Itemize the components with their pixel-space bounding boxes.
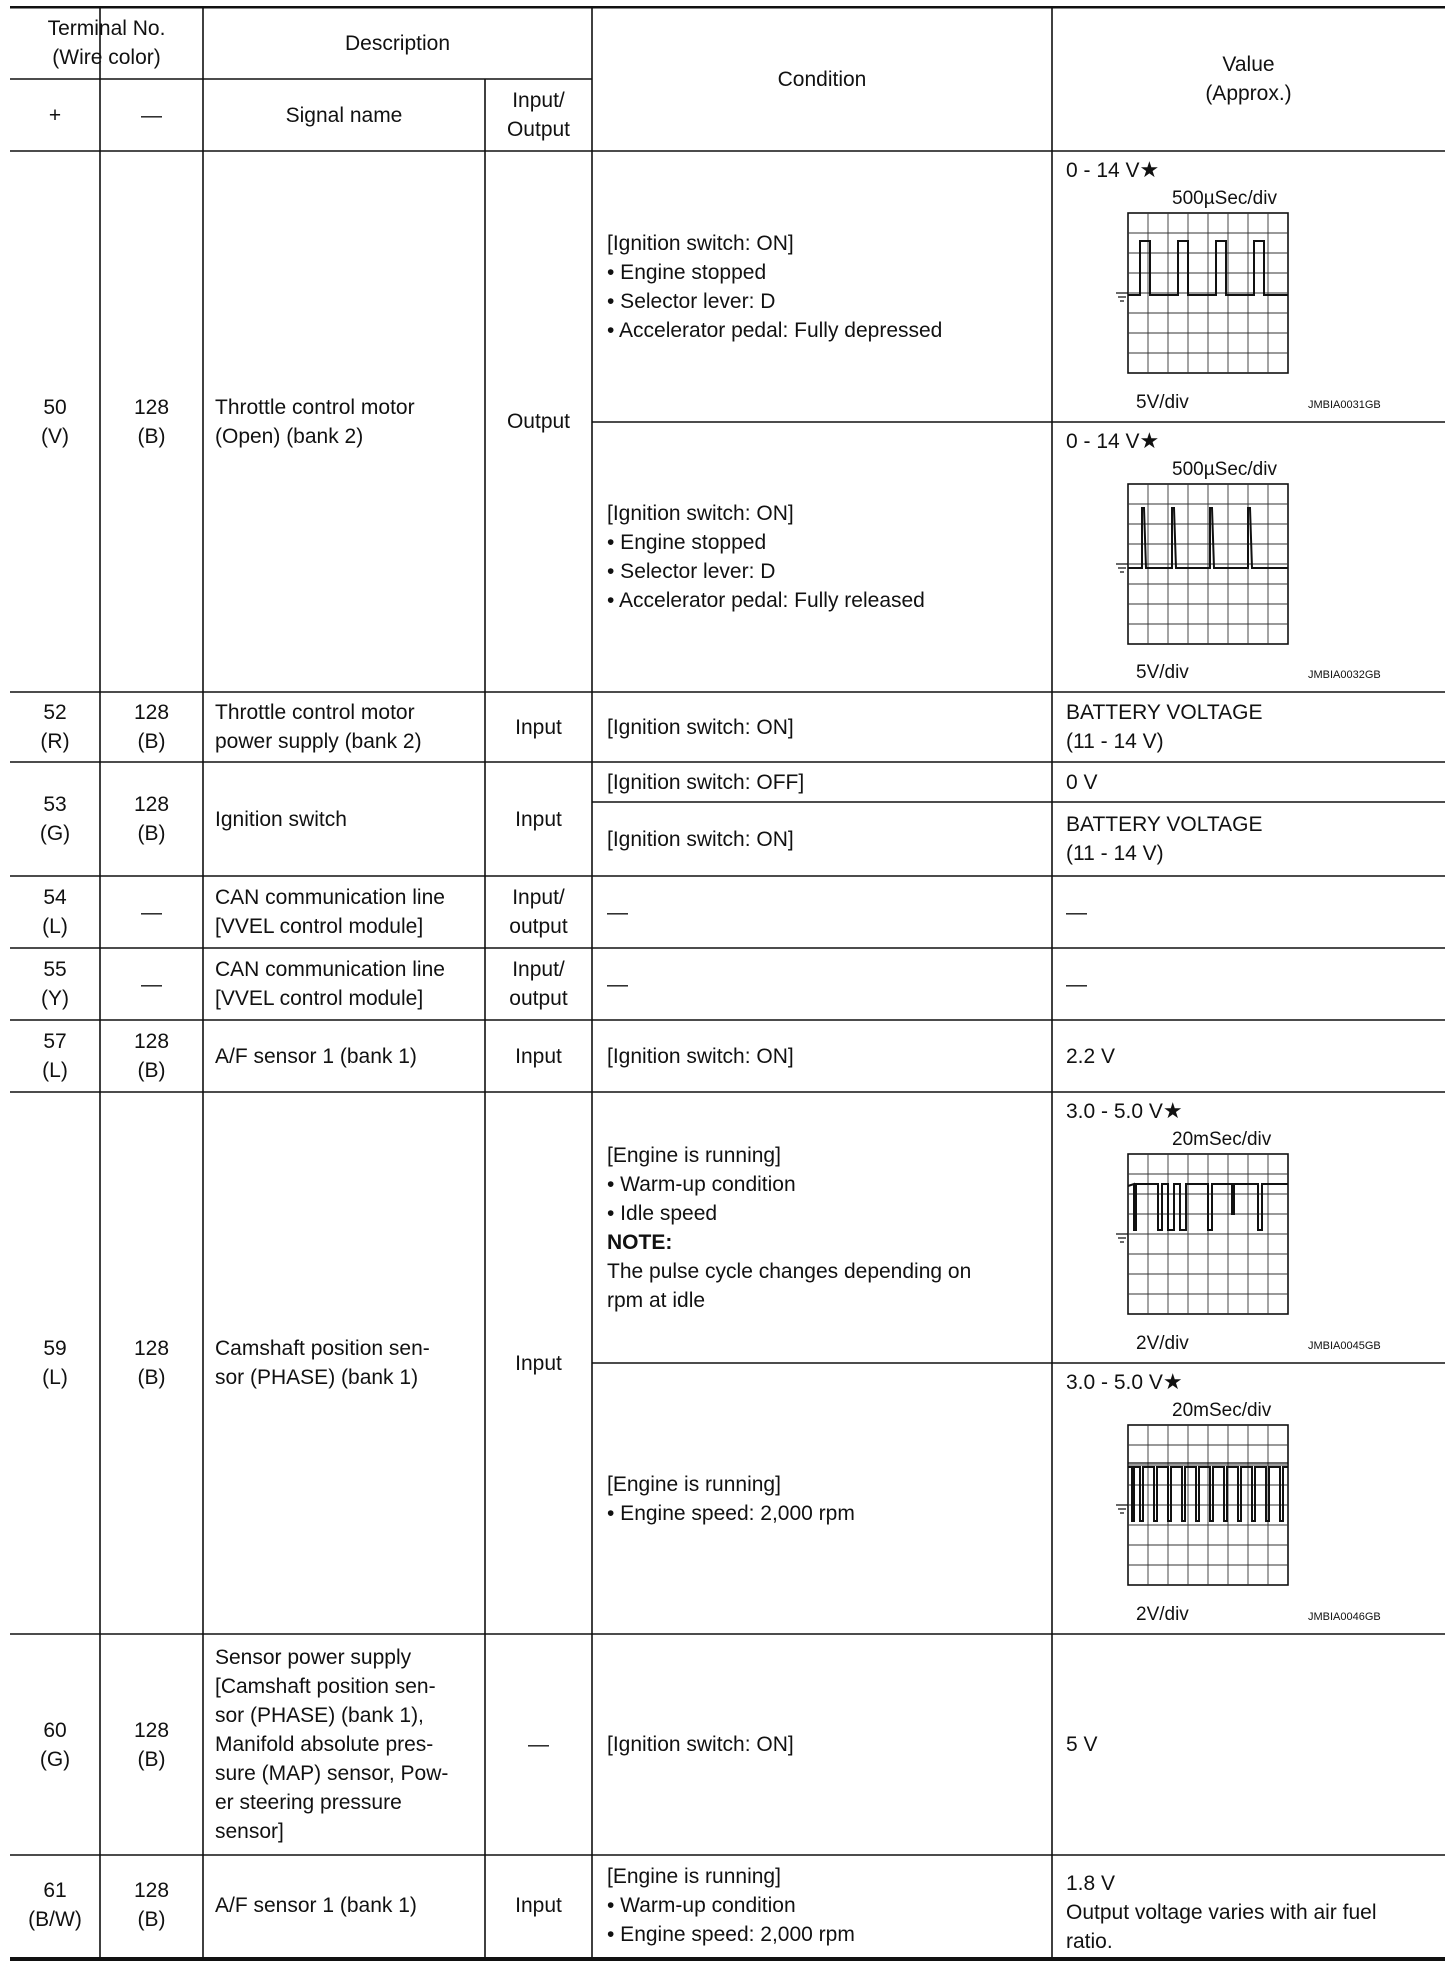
condition-text: • Engine speed: 2,000 rpm [607,1922,855,1946]
condition-text: • Selector lever: D [607,289,776,313]
star-icon: ★ [1162,1369,1183,1394]
condition-text: [Ignition switch: ON] [607,1044,794,1068]
signal-name: CAN communication line [215,886,445,909]
signal-name: A/F sensor 1 (bank 1) [215,1044,417,1068]
signal-name: sor (PHASE) (bank 1), [215,1704,424,1727]
terminal-minus: — [141,900,162,924]
terminal-plus: 59 [43,1337,67,1360]
volt-division-label: 5V/div [1136,392,1189,413]
terminal-plus: (R) [40,730,70,753]
value-text: ratio. [1066,1930,1113,1953]
signal-name: Throttle control motor [215,395,415,419]
condition-text: • Idle speed [607,1201,718,1225]
condition-text: • Warm-up condition [607,1893,796,1917]
terminal-plus: 53 [43,793,67,816]
value-text: (11 - 14 V) [1066,842,1164,865]
input-output: output [509,915,568,938]
figure-id: JMBIA0045GB [1308,1340,1381,1352]
condition-text: [Engine is running] [607,1143,781,1167]
ground-symbol [1116,1505,1128,1513]
signal-name: (Open) (bank 2) [215,424,364,448]
figure-id: JMBIA0031GB [1308,399,1381,411]
value-text [1066,155,1159,185]
value-text: — [1066,900,1087,924]
signal-name: CAN communication line [215,958,445,981]
header-condition: Condition [777,67,867,91]
star-icon: ★ [1139,157,1160,182]
time-division-label: 20mSec/div [1172,1129,1272,1150]
value-text: 2.2 V [1066,1044,1116,1068]
signal-name: sure (MAP) sensor, Pow- [215,1762,449,1785]
terminal-plus: (G) [39,822,71,845]
time-division-label: 20mSec/div [1172,1400,1272,1421]
terminal-minus: (B) [137,424,166,448]
ground-symbol [1116,293,1128,301]
ground-symbol [1116,564,1128,572]
header-value: Value [1222,53,1275,76]
signal-name: power supply (bank 2) [215,730,422,753]
terminal-minus: 128 [133,793,170,816]
terminal-plus: 52 [43,701,67,724]
input-output: Input [515,715,562,739]
signal-name: er steering pressure [215,1791,402,1814]
terminal-table [10,6,1445,1961]
terminal-minus: (B) [137,1059,166,1082]
terminal-plus: (L) [42,1059,68,1082]
signal-name: sor (PHASE) (bank 1) [215,1366,419,1389]
condition-text: • Selector lever: D [607,560,776,583]
signal-name: sensor] [215,1820,284,1843]
terminal-plus: 55 [43,958,67,981]
input-output: Input [515,1893,562,1917]
header-terminal-no: (Wire color) [52,46,161,69]
value-text: Output voltage varies with air fuel [1066,1901,1377,1924]
value-text: BATTERY VOLTAGE [1066,701,1263,724]
header-value: (Approx.) [1205,82,1292,105]
condition-text: • Engine speed: 2,000 rpm [607,1501,855,1525]
header-terminal-no: Terminal No. [47,17,166,40]
value-text: 1.8 V [1066,1872,1116,1895]
header-input-output: Input/ [512,89,565,112]
condition-text: • Accelerator pedal: Fully depressed [607,318,943,342]
condition-text: • Engine stopped [607,260,767,284]
oscilloscope-waveform [1108,1421,1298,1591]
condition-text: • Warm-up condition [607,1172,796,1196]
terminal-plus: (Y) [41,987,69,1010]
header-signal-name: Signal name [285,103,403,127]
oscilloscope-waveform [1108,209,1298,379]
condition-text: rpm at idle [607,1288,706,1312]
value-text [1066,1096,1183,1126]
star-icon: ★ [1162,1098,1183,1123]
star-icon: ★ [1139,428,1160,453]
value-text [1066,1367,1183,1397]
header-description: Description [344,31,451,55]
value-text: — [1066,972,1087,996]
condition-text: [Engine is running] [607,1472,781,1496]
value-text [1066,426,1159,456]
header-minus: — [141,103,162,127]
input-output: — [528,1733,549,1756]
condition-text: [Ignition switch: OFF] [607,770,805,794]
terminal-plus: 60 [43,1718,67,1742]
terminal-minus: — [141,972,162,996]
signal-name: Manifold absolute pres- [215,1733,434,1756]
signal-name: Ignition switch [215,807,347,831]
condition-text: — [607,972,628,996]
input-output: Input [515,1351,562,1375]
terminal-plus: (L) [42,1366,68,1389]
condition-text: • Accelerator pedal: Fully released [607,589,925,612]
input-output: Input/ [512,886,565,909]
input-output: Output [506,410,571,433]
condition-text: [Ignition switch: ON] [607,715,794,739]
value-text: 0 V [1066,770,1098,794]
terminal-minus: 128 [133,701,170,724]
terminal-minus: (B) [137,1366,166,1389]
figure-id: JMBIA0032GB [1308,669,1381,681]
input-output: Input/ [512,958,565,981]
value-range: 0 - 14 V [1066,430,1140,453]
condition-text: [Ignition switch: ON] [607,1733,794,1756]
header-plus: + [48,103,62,127]
value-range: 3.0 - 5.0 V [1066,1371,1163,1394]
volt-division-label: 2V/div [1136,1604,1189,1625]
scope-trace [1128,1184,1288,1230]
condition-text: [Ignition switch: ON] [607,827,794,851]
signal-name: Camshaft position sen- [215,1337,430,1360]
terminal-minus: (B) [137,1747,166,1771]
input-output: output [509,987,568,1010]
terminal-plus: 61 [43,1879,67,1902]
condition-text: The pulse cycle changes depending on [607,1259,972,1283]
terminal-plus: (L) [42,915,68,938]
terminal-minus: 128 [133,1879,170,1902]
value-text: BATTERY VOLTAGE [1066,813,1263,836]
terminal-minus: 128 [133,1030,170,1053]
terminal-plus: 50 [43,395,67,419]
oscilloscope-waveform [1108,1150,1298,1320]
signal-name: Sensor power supply [215,1646,412,1669]
condition-text: — [607,900,628,924]
terminal-minus: 128 [133,1337,170,1360]
oscilloscope-waveform [1108,480,1298,650]
value-range: 3.0 - 5.0 V [1066,1100,1163,1123]
volt-division-label: 2V/div [1136,1333,1189,1354]
signal-name: [Camshaft position sen- [215,1675,436,1698]
terminal-minus: (B) [137,1908,166,1931]
condition-text: [Ignition switch: ON] [607,502,794,525]
terminal-plus: (B/W) [28,1908,82,1931]
time-division-label: 500µSec/div [1172,188,1277,209]
ground-symbol [1116,1234,1128,1242]
value-text: (11 - 14 V) [1066,730,1164,753]
condition-text: • Engine stopped [607,531,767,554]
terminal-minus: 128 [133,1718,170,1742]
time-division-label: 500µSec/div [1172,459,1277,480]
terminal-plus: (V) [41,424,69,448]
terminal-minus: (B) [137,730,166,753]
signal-name: [VVEL control module] [215,987,424,1010]
condition-text: [Ignition switch: ON] [607,231,794,255]
figure-id: JMBIA0046GB [1308,1611,1381,1623]
terminal-plus: (G) [39,1747,71,1771]
volt-division-label: 5V/div [1136,662,1189,683]
value-text: 5 V [1066,1733,1098,1756]
value-range: 0 - 14 V [1066,159,1140,182]
condition-text: [Engine is running] [607,1864,781,1888]
signal-name: A/F sensor 1 (bank 1) [215,1893,417,1917]
header-input-output: Output [506,118,571,141]
input-output: Input [515,807,562,831]
signal-name: [VVEL control module] [215,915,424,938]
terminal-plus: 54 [43,886,67,909]
terminal-plus: 57 [43,1030,67,1053]
input-output: Input [515,1044,562,1068]
signal-name: Throttle control motor [215,701,415,724]
condition-text: NOTE: [607,1230,673,1254]
terminal-minus: 128 [133,395,170,419]
terminal-minus: (B) [137,822,166,845]
